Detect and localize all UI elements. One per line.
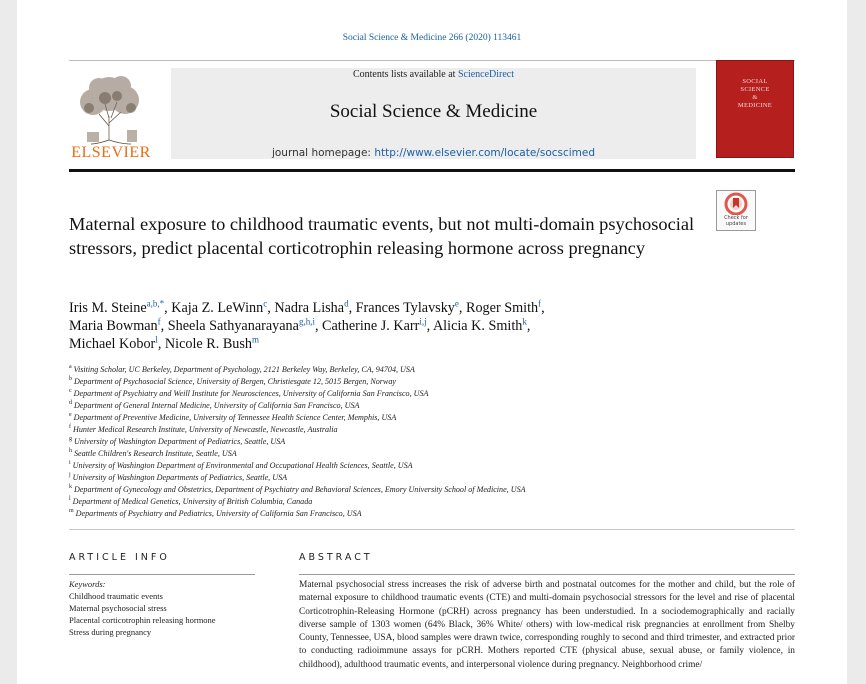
abstract-text: Maternal psychosocial stress increases the risk of adverse birth and postnatal outcomes for the mother and child, but the role of maternal exposure to childhood traumatic events (CTE) and multi-domain psychosocial stressors for the level and rise of placental Corticotrophin-Releasing Hormone (pCRH) across pregnancy has been understudied. In a sociodemographically and racially diverse sample of 1303 women (64% Black, 36% White/ others) with low-medical risk pregnancies at enrollment from Shelby County, Tennessee, USA, blood samples were drawn twice, corresponding roughly to second and third trimester, and extracted prior to conducting radioimmune assays for pCRH. Mothers reported CTE (physical abuse, sexual abuse, or family violence, in childhood), adulthood traumatic events, and interpersonal violence during pregnancy. Neighborhood crime/ [299, 580, 795, 670]
author-affiliation-marker[interactable]: e [454, 298, 459, 309]
affiliation-text: University of Washington Department of Environmental and Occupational Health Sciences, Seattle, USA [72, 461, 413, 470]
affiliation-marker: c [69, 388, 72, 394]
check-updates-label: Check for updates [724, 215, 748, 227]
check-for-updates-badge[interactable] [716, 190, 756, 231]
affiliation-item [69, 484, 709, 496]
affiliation-marker: h [69, 448, 72, 454]
affiliation-marker: b [69, 376, 72, 382]
keywords-label: Keywords: [69, 579, 106, 589]
contents-availability [171, 69, 696, 80]
keywords-list [69, 590, 216, 638]
journal-name: Social Science & Medicine [329, 101, 538, 122]
keyword: Childhood traumatic events [69, 591, 163, 601]
author-name[interactable]: Nadra Lisha [274, 300, 345, 316]
affiliation-marker: e [69, 412, 72, 418]
article-page [17, 0, 847, 684]
keyword: Maternal psychosocial stress [69, 603, 167, 613]
author-name[interactable]: Kaja Z. LeWinn [171, 300, 264, 316]
affiliation-marker: i [69, 460, 71, 466]
author-affiliation-marker[interactable]: g,h,i [298, 316, 315, 327]
affiliation-item [69, 448, 709, 460]
author-list: Iris M. Steine$^{a,b,*}$, Kaja Z. LeWinn$^c$, Nadra Lisha$^d$, Frances Tylavsky$^e$, Roger Smith$^f$, Maria Bowman$^f$, Sheela Sathyanarayana$^{g,h,i}$, Catherine J. Karr$^{i,j}$, Alicia K. Smith$^k$, Michael Kobor$^l$, Nicole R. Bush$^m$ [69, 298, 545, 352]
affiliation-list [69, 364, 709, 520]
author-name[interactable]: Roger Smith [466, 300, 539, 316]
article-info-heading: ARTICLE INFO [69, 552, 170, 563]
affiliation-text: Department of Psychiatry and Weill Institute for Neurosciences, University of California San Francisco, USA [73, 389, 429, 398]
author-name[interactable]: Sheela Sathyanarayana [167, 318, 299, 334]
journal-homepage [171, 147, 696, 159]
affiliation-item [69, 460, 709, 472]
keyword: Placental corticotrophin releasing hormone [69, 615, 216, 625]
author-affiliation-marker[interactable]: d [344, 298, 349, 309]
affiliation-marker: m [69, 508, 74, 514]
article-title: Maternal exposure to childhood traumatic events, but not multi-domain psychosocial stressors, predict placental corticotrophin releasing hormone across pregnancy [69, 214, 695, 258]
author-name[interactable]: Maria Bowman [69, 318, 158, 334]
author-name[interactable]: Frances Tylavsky [355, 300, 455, 316]
sciencedirect-link[interactable]: ScienceDirect [457, 69, 515, 80]
author-affiliation-marker[interactable]: c [263, 298, 268, 309]
author-affiliation-marker[interactable]: k [522, 316, 527, 327]
author-affiliation-marker[interactable]: f [157, 316, 161, 327]
affiliation-item [69, 388, 709, 400]
affiliation-item [69, 472, 709, 484]
journal-reference-link[interactable]: Social Science & Medicine 266 (2020) 113461 [342, 33, 522, 43]
affiliation-item [69, 412, 709, 424]
affiliation-item [69, 376, 709, 388]
abstract-rule [299, 574, 795, 575]
affiliation-text: Department of Medical Genetics, University of British Columbia, Canada [72, 497, 313, 506]
affiliation-text: Department of General Internal Medicine, University of California San Francisco, USA [74, 401, 360, 410]
affiliation-text: Hunter Medical Research Institute, University of Newcastle, Newcastle, Australia [73, 425, 338, 434]
author-affiliation-marker[interactable]: a,b,* [146, 298, 165, 309]
author-name[interactable]: Iris M. Steine [69, 300, 147, 316]
affiliation-marker: k [69, 484, 72, 490]
affiliation-item [69, 400, 709, 412]
affiliation-text: University of Washington Department of Pediatrics, Seattle, USA [74, 437, 286, 446]
affiliation-marker: j [69, 472, 71, 478]
affiliation-marker: f [69, 424, 71, 430]
header-top-divider [69, 60, 795, 61]
affiliation-text: Department of Preventive Medicine, University of Tennessee Health Science Center, Memphis, USA [73, 413, 397, 422]
affiliation-item [69, 508, 709, 520]
affiliation-item [69, 424, 709, 436]
homepage-link[interactable]: http://www.elsevier.com/locate/socscimed [374, 147, 596, 159]
author-affiliation-marker[interactable]: i,j [419, 316, 427, 327]
cover-title: SOCIAL SCIENCE & MEDICINE [737, 78, 773, 109]
affiliation-text: University of Washington Departments of Pediatrics, Seattle, USA [72, 473, 288, 482]
affiliation-marker: a [69, 364, 72, 370]
author-affiliation-marker[interactable]: l [155, 334, 158, 345]
author-affiliation-marker[interactable]: f [538, 298, 542, 309]
author-affiliation-marker[interactable]: m [252, 334, 260, 345]
abstract-heading: ABSTRACT [299, 552, 373, 563]
keyword: Stress during pregnancy [69, 627, 152, 637]
author-name[interactable]: Catherine J. Karr [322, 318, 420, 334]
affiliation-marker: d [69, 400, 72, 406]
check-updates-icon [717, 191, 755, 215]
affiliation-text: Visiting Scholar, UC Berkeley, Department of Psychology, 2121 Berkeley Way, Berkeley, CA, 94704, USA [73, 365, 415, 374]
homepage-prefix: journal homepage: [271, 147, 371, 159]
affiliation-marker: l [69, 496, 71, 502]
affiliation-text: Departments of Psychiatry and Pediatrics, University of California San Francisco, USA [75, 509, 362, 518]
affiliation-text: Department of Gynecology and Obstetrics, Department of Psychiatry and Behavioral Sciences, Emory University School of Medicine, USA [74, 485, 526, 494]
affiliation-marker: g [69, 436, 72, 442]
header-thick-divider [69, 169, 795, 172]
author-name[interactable]: Michael Kobor [69, 336, 156, 352]
affiliation-item [69, 436, 709, 448]
author-name[interactable]: Nicole R. Bush [164, 336, 252, 352]
journal-cover-thumbnail[interactable] [716, 60, 794, 158]
affiliation-text: Seattle Children's Research Institute, Seattle, USA [74, 449, 237, 458]
article-info-rule [69, 574, 255, 575]
contents-prefix: Contents lists available at [352, 69, 456, 80]
affiliation-item [69, 496, 709, 508]
author-name[interactable]: Alicia K. Smith [432, 318, 523, 334]
affiliation-item [69, 364, 709, 376]
section-divider [69, 529, 795, 530]
affiliation-text: Department of Psychosocial Science, University of Bergen, Christiesgate 12, 5015 Bergen, Norway [74, 377, 396, 386]
elsevier-wordmark: ELSEVIER [71, 144, 151, 161]
journal-masthead [171, 68, 696, 159]
